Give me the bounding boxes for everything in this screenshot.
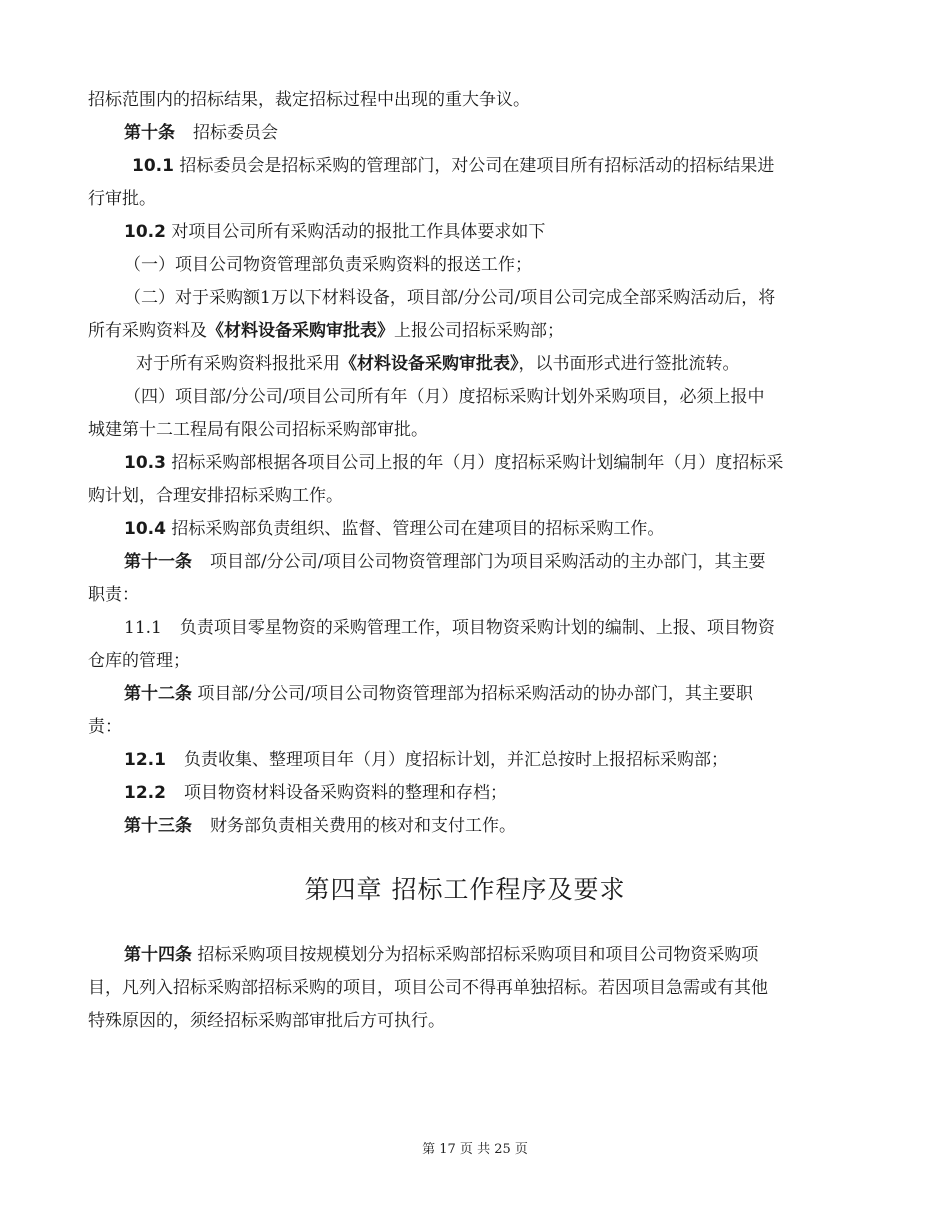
text-span: 所有采购资料及 [88,321,207,341]
text-span: （一）项目公司物资管理部负责采购资料的报送工作； [124,255,532,275]
paragraph-line [88,1005,842,1038]
paragraph-line [88,972,842,1005]
text-span: 招标范围内的招标结果，裁定招标过程中出现的重大争议。 [88,90,530,110]
section-10-2 [88,216,842,249]
section-10-4 [88,513,842,546]
article-number: 第十一条 [124,552,192,572]
section-number: 10.2 [124,222,166,242]
section-number: 12.1 [124,750,166,770]
text-span: 项目部/分公司/项目公司物资管理部门为项目采购活动的主办部门，其主要 [210,552,766,572]
text-span: 对于所有采购资料报批采用 [136,354,340,374]
form-name: 《材料设备采购审批表》 [207,321,394,341]
section-number: 12.2 [124,783,166,803]
paragraph-line [88,84,842,117]
text-span: 负责项目零星物资的采购管理工作，项目物资采购计划的编制、上报、项目物资 [179,618,775,638]
page-footer: 第 17 页 共 25 页 [422,1142,528,1157]
section-number: 11.1 [124,618,162,638]
section-12-2 [88,777,842,810]
text-span: 购计划，合理安排招标采购工作。 [88,486,343,506]
text-span: 上报公司招标采购部； [394,321,564,341]
text-span: 负责收集、整理项目年（月）度招标计划，并汇总按时上报招标采购部； [183,750,728,770]
article-number: 第十三条 [124,816,192,836]
paragraph-line [88,315,842,348]
section-11-1 [88,612,842,645]
paragraph-line [88,711,842,744]
text-span: （四）项目部/分公司/项目公司所有年（月）度招标采购计划外采购项目，必须上报中 [124,387,765,407]
text-span: 招标采购部根据各项目公司上报的年（月）度招标采购计划编制年（月）度招标采 [171,453,784,473]
text-span: 城建第十二工程局有限公司招标采购部审批。 [88,420,428,440]
text-span: 仓库的管理； [88,651,190,671]
paragraph-line [88,579,842,612]
text-span: 招标采购项目按规模划分为招标采购部招标采购项目和项目公司物资采购项 [197,945,759,965]
paragraph-line [88,414,842,447]
text-span: 财务部负责相关费用的核对和支付工作。 [210,816,516,836]
section-12-1 [88,744,842,777]
article-14 [88,939,842,972]
article-number: 第十条 [124,123,175,143]
paragraph-line [88,645,842,678]
text-span: 特殊原因的，须经招标采购部审批后方可执行。 [88,1011,445,1031]
page-body [88,84,842,1038]
text-span: 责： [88,717,122,737]
section-10-3 [88,447,842,480]
article-12 [88,678,842,711]
text-span: 项目物资材料设备采购资料的整理和存档； [183,783,507,803]
text-span: ，以书面形式进行签批流转。 [518,354,740,374]
text-span: 项目部/分公司/项目公司物资管理部为招标采购活动的协办部门，其主要职 [197,684,753,704]
text-span: 招标采购部负责组织、监督、管理公司在建项目的招标采购工作。 [171,519,665,539]
list-item-1 [88,249,842,282]
section-number: 10.1 [132,156,174,176]
article-number: 第十二条 [124,684,192,704]
text-span: （二）对于采购额1万以下材料设备，项目部/分公司/项目公司完成全部采购活动后，将 [124,288,776,308]
article-title: 招标委员会 [193,123,278,143]
text-span: 目，凡列入招标采购部招标采购的项目，项目公司不得再单独招标。若因项目急需或有其他 [88,978,768,998]
article-number: 第十四条 [124,945,192,965]
section-number: 10.3 [124,453,166,473]
list-item-4 [88,381,842,414]
text-span: 招标委员会是招标采购的管理部门，对公司在建项目所有招标活动的招标结果进 [179,156,775,176]
text-span: 对项目公司所有采购活动的报批工作具体要求如下 [171,222,546,242]
section-number: 10.4 [124,519,166,539]
paragraph-line [88,183,842,216]
form-name: 《材料设备采购审批表》 [340,354,519,374]
text-span: 行审批。 [88,189,156,209]
section-10-1 [88,150,842,183]
text-span: 职责： [88,585,139,605]
chapter-heading: 第四章 招标工作程序及要求 [304,875,626,904]
paragraph-line [88,480,842,513]
article-13 [88,810,842,843]
article-10-heading [88,117,842,150]
list-item-2 [88,282,842,315]
list-item-3 [88,348,842,381]
article-11 [88,546,842,579]
